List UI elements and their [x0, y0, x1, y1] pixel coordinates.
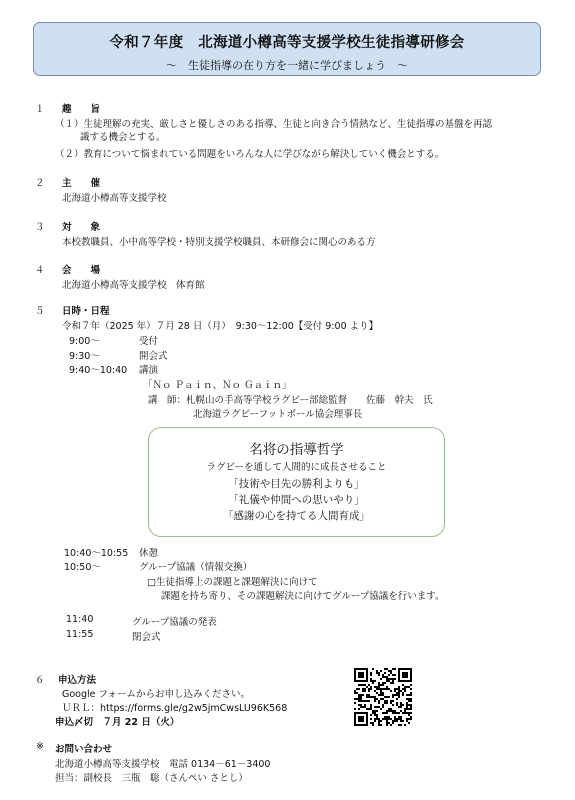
page-title: 令和７年度 北海道小樽高等支援学校生徒指導研修会 — [109, 35, 465, 51]
schedule-item: グループ協議の発表 — [132, 617, 217, 628]
contact-heading: お問い合わせ — [55, 744, 113, 755]
schedule-item: 講演 — [139, 365, 159, 376]
section-heading-target: 対 象 — [62, 222, 101, 233]
section-heading-schedule: 日時・日程 — [62, 306, 110, 317]
page-subtitle: ～ 生徒指導の在り方を一緒に学びましょう ～ — [166, 59, 408, 72]
discussion-topic: □生徒指導上の課題と課題解決に向けて — [147, 577, 318, 588]
schedule-time: 9:00～ — [69, 336, 100, 347]
schedule-time: 10:50～ — [64, 562, 101, 573]
contact-line-1: 北海道小樽高等支援学校 電話 0134－61－3400 — [55, 759, 271, 770]
schedule-item: 休憩 — [139, 548, 159, 559]
section-number: ６ — [35, 675, 45, 686]
section-number: ５ — [35, 306, 45, 317]
section-heading-purpose: 趣 旨 — [62, 104, 101, 115]
discussion-description: 課題を持ち寄り、その課題解決に向けてグループ協議を行います。 — [161, 591, 445, 602]
philosophy-card — [148, 427, 445, 537]
schedule-time: 11:40 — [66, 614, 94, 625]
card-title: 名将の指導哲学 — [249, 442, 344, 458]
purpose-line-3: （２）教育について悩まれている問題をいろんな人に学びながら解決していく機会とする。 — [55, 149, 445, 160]
application-text: Google フォームからお申し込みください。 — [62, 689, 251, 700]
section-heading-venue: 会 場 — [62, 265, 101, 276]
purpose-line-1: （１）生徒理解の充実、厳しさと優しさのある指導、生徒と向き合う情熱など、生徒指導の基盤を再認 — [55, 119, 493, 130]
schedule-time: 9:30～ — [69, 351, 100, 362]
card-line: 「技術や目先の勝利よりも」 — [228, 478, 365, 490]
organizer-text: 北海道小樽高等支援学校 — [62, 193, 167, 204]
application-deadline: 申込〆切 ７月 22 日（火） — [55, 717, 180, 728]
section-heading-organizer: 主 催 — [62, 178, 101, 189]
lecturer-role: 北海道ラグビーフットボール協会理事長 — [193, 409, 363, 420]
section-number: ３ — [35, 222, 45, 233]
lecturer-info: 講 師：札幌山の手高等学校ラグビー部総監督 佐藤 幹夫 氏 — [148, 395, 433, 406]
schedule-time: 11:55 — [66, 629, 94, 640]
card-line: 「礼儀や仲間への思いやり」 — [228, 494, 365, 506]
application-url[interactable]: ＵＲＬ：https://forms.gle/g2w5jmCwsLU96K568 — [62, 703, 288, 714]
schedule-time: 10:40～10:55 — [64, 548, 129, 559]
contact-line-2: 担当：副校長 三瓶 聡（さんぺい さとし） — [55, 773, 248, 784]
schedule-item: グループ協議（情報交換） — [139, 562, 253, 573]
venue-text: 北海道小樽高等支援学校 体育館 — [62, 280, 205, 291]
section-number: ２ — [35, 178, 45, 189]
qr-code-icon — [354, 668, 412, 726]
title-banner — [33, 22, 541, 76]
schedule-item: 受付 — [139, 336, 159, 347]
lecture-title: 「Ｎｏ Ｐａｉｎ、Ｎｏ Ｇａｉｎ」 — [143, 380, 292, 391]
section-number: ４ — [35, 265, 45, 276]
target-text: 本校教職員、小中高等学校・特別支援学校職員、本研修会に関心のある方 — [62, 237, 376, 248]
schedule-date: 令和７年（2025 年）７月 28 日（月） 9:30～12:00【受付 9:00 より】 — [62, 321, 379, 332]
note-mark: ※ — [36, 741, 44, 752]
card-line: 「感謝の心を持てる人間育成」 — [223, 510, 370, 522]
schedule-item: 閉会式 — [132, 632, 161, 643]
card-line: ラグビーを通して人間的に成長させること — [206, 462, 387, 473]
purpose-line-2: 識する機会とする。 — [80, 132, 166, 143]
section-number: １ — [35, 104, 45, 115]
section-heading-application: 申込方法 — [58, 675, 97, 686]
schedule-item: 開会式 — [139, 351, 168, 362]
schedule-time: 9:40～10:40 — [69, 365, 128, 376]
